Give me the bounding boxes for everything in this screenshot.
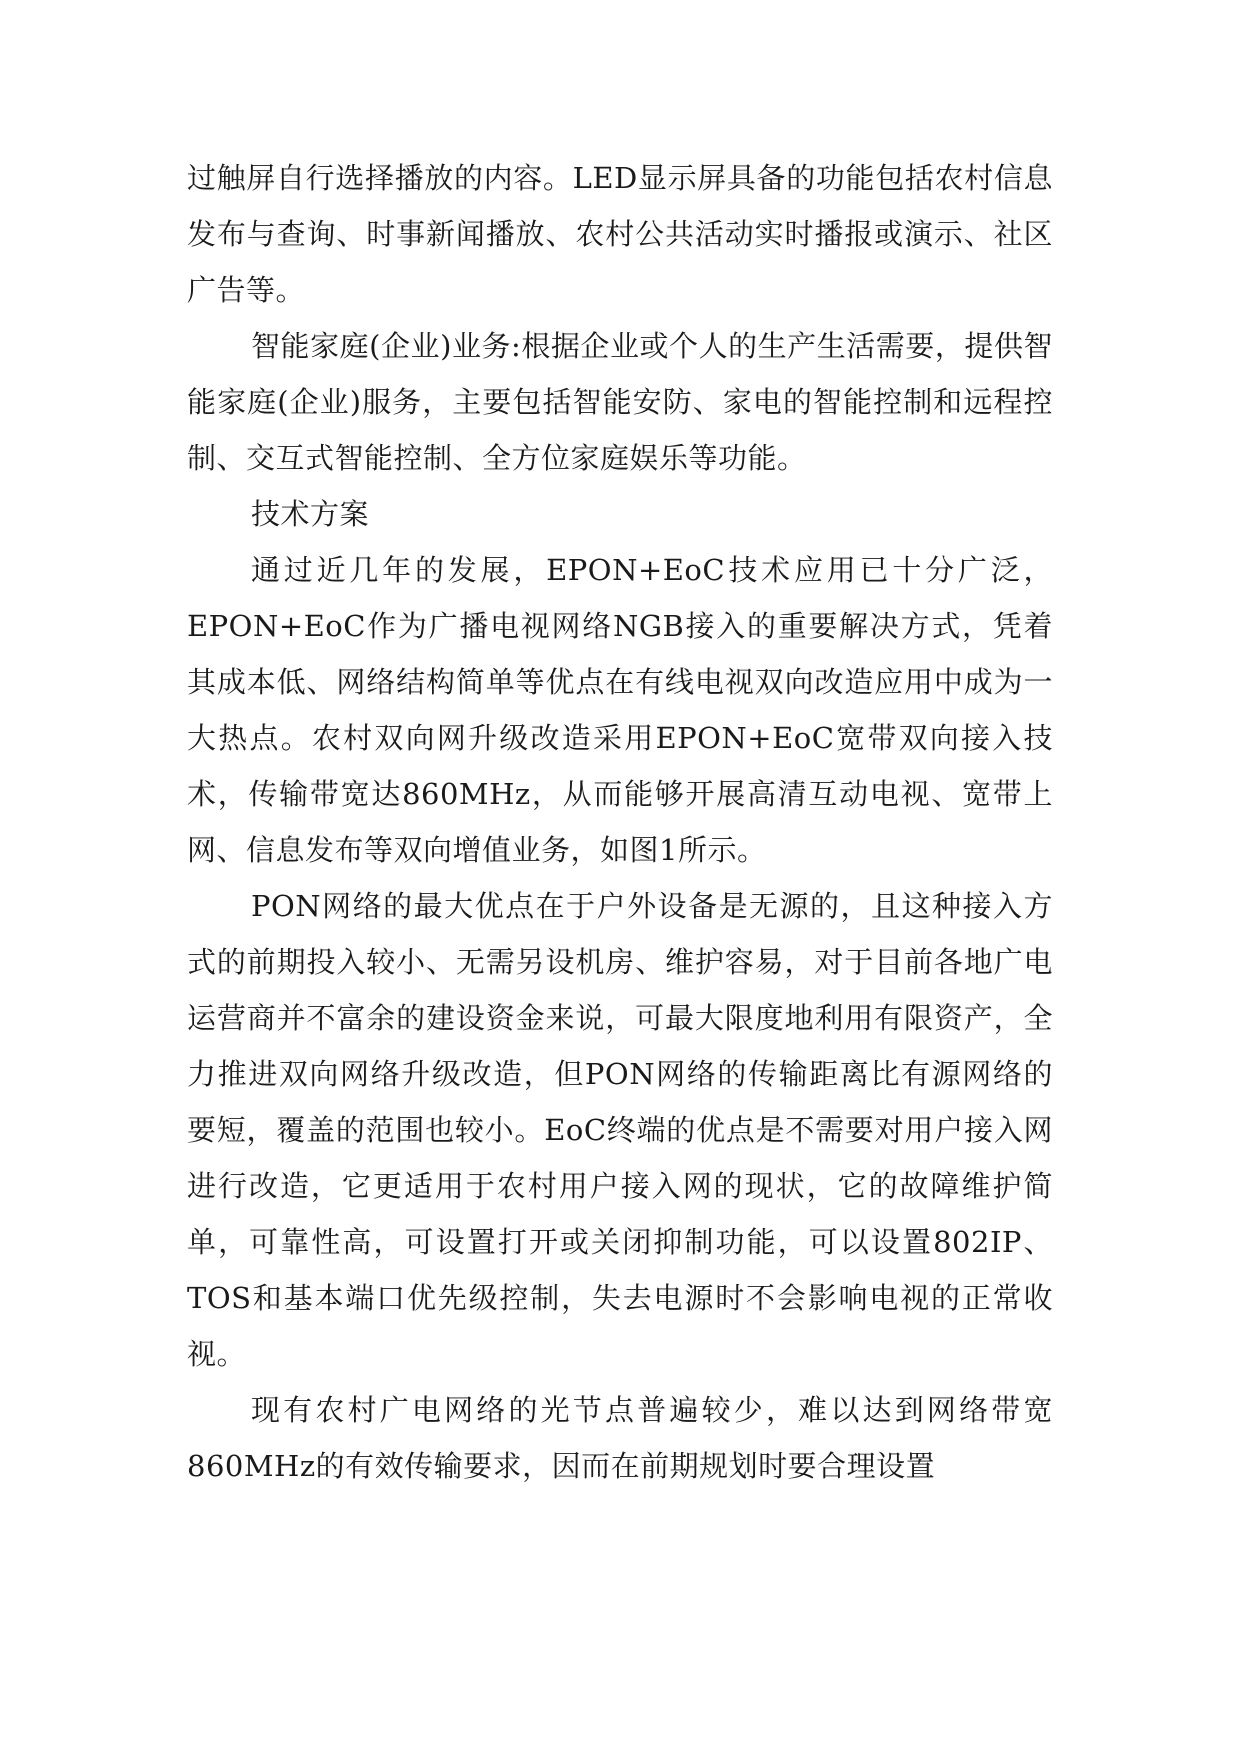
paragraph-pon-advantages: PON网络的最大优点在于户外设备是无源的，且这种接入方式的前期投入较小、无需另设机房、维护容易，对于目前各地广电运营商并不富余的建设资金来说，可最大限度地利用有限资产，全力推进双向网络升级改造，但PON网络的传输距离比有源网络的要短，覆盖的范围也较小。EoC终端的优点是不需要对用户接入网进行改造，它更适用于农村用户接入网的现状，它的故障维护简单，可靠性高，可设置打开或关闭抑制功能，可以设置802IP、TOS和基本端口优先级控制，失去电源时不会影响电视的正常收视。 (187, 889, 1053, 1371)
body-text (187, 150, 1053, 1494)
paragraph-smart-home: 智能家庭(企业)业务:根据企业或个人的生产生活需要，提供智能家庭(企业)服务，主要包括智能安防、家电的智能控制和远程控制、交互式智能控制、全方位家庭娱乐等功能。 (187, 329, 1053, 475)
paragraph-led-display: 过触屏自行选择播放的内容。LED显示屏具备的功能包括农村信息发布与查询、时事新闻播放、农村公共活动实时播报或演示、社区广告等。 (187, 161, 1053, 307)
section-heading-technical-plan: 技术方案 (251, 497, 370, 531)
paragraph-epon-eoc: 通过近几年的发展，EPON+EoC技术应用已十分广泛，EPON+EoC作为广播电视网络NGB接入的重要解决方式，凭着其成本低、网络结构简单等优点在有线电视双向改造应用中成为一大热点。农村双向网升级改造采用EPON+EoC宽带双向接入技术，传输带宽达860MHz，从而能够开展高清互动电视、宽带上网、信息发布等双向增值业务，如图1所示。 (187, 553, 1053, 867)
paragraph-optical-nodes: 现有农村广电网络的光节点普遍较少，难以达到网络带宽860MHz的有效传输要求，因而在前期规划时要合理设置 (187, 1393, 1053, 1483)
